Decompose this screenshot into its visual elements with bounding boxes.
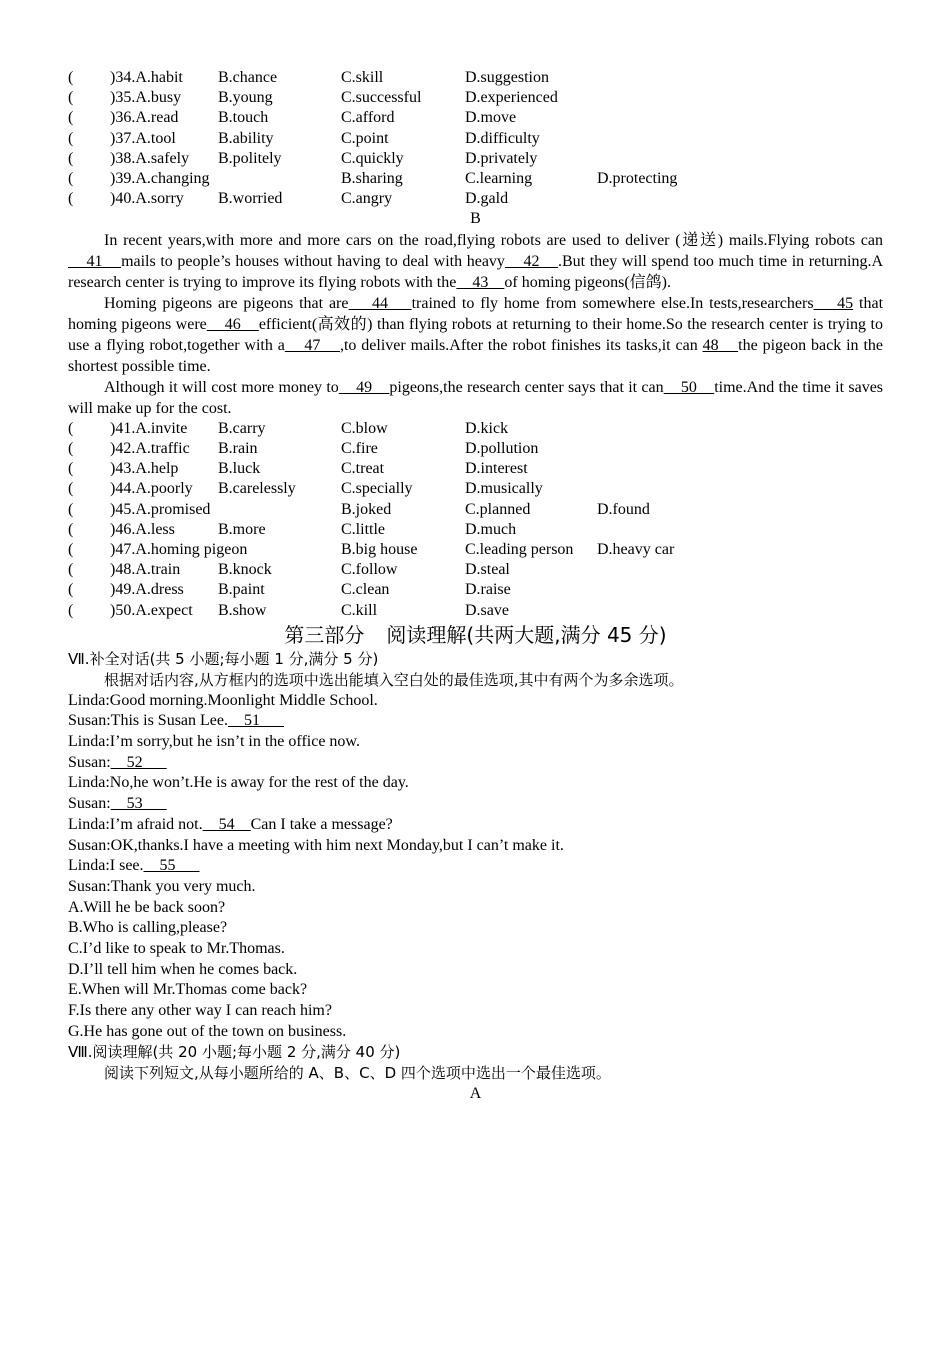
text: the pigeon back in the shortest possible time.: [68, 336, 883, 375]
question-row: [68, 68, 883, 88]
passage-label: A: [469, 1085, 482, 1103]
option-col-2: B.carelessly: [218, 480, 296, 498]
option-col-3: B.sharing: [341, 169, 403, 187]
text: Linda:Good morning.Moonlight Middle School.: [68, 691, 378, 709]
question-row: [68, 601, 883, 621]
blank-55: 55: [143, 857, 200, 875]
text: efficient(高效的) than flying robots at returning to their home.So the research center is trying to use a flying robot,together with a: [68, 315, 883, 354]
dialog-option: F.Is there any other way I can reach him?: [68, 1002, 332, 1019]
option-col-4: D.difficulty: [465, 129, 540, 147]
option-col-4: C.planned: [465, 500, 531, 518]
option-col-4: D.move: [465, 109, 517, 127]
question-row: [68, 419, 883, 439]
option-col-4: D.interest: [465, 460, 528, 478]
blank-47: 47: [284, 336, 340, 354]
dialog-option: B.Who is calling,please?: [68, 919, 228, 937]
option-col-2: B.knock: [218, 561, 272, 579]
option-col-4: D.experienced: [465, 89, 558, 107]
question-row: [68, 149, 883, 169]
passage-label: B: [470, 210, 481, 228]
option-a: )41.A.invite: [110, 419, 188, 437]
blank-41: 41: [68, 252, 122, 270]
option-a: )36.A.read: [110, 109, 179, 127]
answer-paren: (: [68, 440, 74, 457]
text: In recent years,with more and more cars on the road,flying robots are used to deliver (递送) mails.Flying robots can: [104, 231, 883, 249]
option-col-4: D.raise: [465, 581, 511, 599]
option-col-3: C.quickly: [341, 149, 404, 167]
option-col-4: D.musically: [465, 480, 543, 498]
question-row: [68, 129, 883, 149]
option-col-5: D.heavy car: [597, 540, 675, 558]
answer-paren: (: [68, 109, 74, 127]
text: Susan:: [68, 795, 111, 813]
text: .But they will spend too much time in returning.A research center is trying to improve its flying robots with the: [68, 252, 884, 291]
passage-b: [68, 230, 883, 419]
option-a: )50.A.expect: [110, 601, 193, 619]
text: time.And the time it saves will make up for the cost.: [68, 378, 884, 417]
option-col-3: C.kill: [341, 601, 378, 619]
answer-paren: (: [68, 500, 74, 518]
option-col-3: C.afford: [341, 109, 395, 127]
dialog-option: D.I’ll tell him when he comes back.: [68, 960, 298, 978]
text: Linda:No,he won’t.He is away for the rest of the day.: [68, 774, 409, 792]
question-list-34-40: [68, 68, 883, 209]
option-col-3: B.joked: [341, 500, 392, 518]
option-col-5: D.protecting: [597, 169, 678, 187]
text: mails to people’s houses without having to deal with heavy: [121, 252, 505, 270]
option-col-5: D.found: [597, 500, 650, 518]
option-col-3: C.blow: [341, 419, 388, 437]
question-row: [68, 88, 883, 108]
blank-54: 54: [202, 815, 251, 833]
option-col-3: C.clean: [341, 581, 390, 599]
option-col-2: B.young: [218, 89, 273, 107]
exam-page: [68, 68, 883, 1105]
question-row: [68, 189, 883, 209]
dialog-line: [68, 794, 883, 815]
blank-50: 50: [663, 378, 715, 396]
text: Although it will cost more money to: [104, 378, 339, 396]
option-col-3: C.fire: [341, 440, 378, 457]
text: Susan:: [68, 753, 111, 771]
option-a: )38.A.safely: [110, 149, 190, 167]
section-8-title: Ⅷ.阅读理解(共 20 小题;每小题 2 分,满分 40 分): [68, 1043, 401, 1062]
section-8-instruction: 阅读下列短文,从每小题所给的 A、B、C、D 四个选项中选出一个最佳选项。: [104, 1064, 611, 1083]
answer-paren: (: [68, 149, 74, 167]
option-col-3: B.big house: [341, 540, 418, 558]
option-col-4: C.learning: [465, 169, 533, 187]
option-col-2: B.chance: [218, 69, 278, 86]
option-col-4: D.kick: [465, 419, 509, 437]
option-a: )47.A.homing pigeon: [110, 540, 248, 558]
answer-paren: (: [68, 480, 74, 498]
blank-42: 42: [504, 252, 558, 270]
option-col-2: B.touch: [218, 109, 269, 127]
text: pigeons,the research center says that it can: [389, 378, 664, 396]
option-a: )40.A.sorry: [110, 190, 184, 208]
question-row: [68, 500, 883, 520]
dialog-line: [68, 753, 883, 774]
question-list-41-50: [68, 419, 883, 621]
dialog-line: [68, 732, 883, 753]
option-a: )42.A.traffic: [110, 440, 190, 457]
option-col-2: B.rain: [218, 440, 258, 457]
text: that homing pigeons were: [68, 294, 884, 333]
answer-paren: (: [68, 129, 74, 147]
option-col-3: C.successful: [341, 89, 422, 107]
option-a: )49.A.dress: [110, 581, 184, 599]
question-row: [68, 459, 883, 479]
dialog-option: E.When will Mr.Thomas come back?: [68, 981, 308, 999]
question-row: [68, 439, 883, 459]
option-col-2: B.politely: [218, 149, 282, 167]
answer-paren: (: [68, 561, 74, 579]
dialog-line: [68, 773, 883, 794]
answer-paren: (: [68, 69, 74, 86]
text: Linda:I’m sorry,but he isn’t in the office now.: [68, 733, 360, 751]
blank-43: 43: [456, 273, 505, 291]
question-row: [68, 479, 883, 499]
answer-paren: (: [68, 169, 74, 187]
dialog-line: [68, 815, 883, 836]
option-col-4: C.leading person: [465, 540, 574, 558]
blank-45: 45: [813, 294, 854, 312]
text: of homing pigeons(信鸽).: [504, 273, 672, 291]
option-col-3: C.point: [341, 129, 389, 147]
option-a: )34.A.habit: [110, 69, 183, 86]
dialog-line: [68, 836, 883, 857]
dialog-option: C.I’d like to speak to Mr.Thomas.: [68, 939, 285, 957]
blank-51: 51: [228, 712, 284, 730]
option-col-3: C.angry: [341, 190, 393, 208]
option-col-4: D.much: [465, 520, 517, 538]
option-col-2: B.ability: [218, 129, 274, 147]
passage-paragraph: [68, 377, 883, 419]
answer-paren: (: [68, 460, 74, 478]
answer-paren: (: [68, 190, 74, 208]
answer-paren: (: [68, 520, 74, 538]
option-col-3: C.treat: [341, 460, 385, 478]
text: ,to deliver mails.After the robot finishes its tasks,it can: [339, 336, 703, 354]
text: trained to fly home from somewhere else.In tests,researchers: [411, 294, 814, 312]
question-row: [68, 520, 883, 540]
option-col-4: D.gald: [465, 190, 509, 208]
answer-paren: (: [68, 89, 74, 107]
option-col-4: D.privately: [465, 149, 538, 167]
dialog-line: [68, 877, 883, 898]
option-a: )48.A.train: [110, 561, 181, 579]
dialog-line: [68, 856, 883, 877]
option-a: )45.A.promised: [110, 500, 211, 518]
blank-52: 52: [110, 753, 167, 771]
question-row: [68, 580, 883, 600]
section-7-title: Ⅶ.补全对话(共 5 小题;每小题 1 分,满分 5 分): [68, 649, 379, 668]
passage-paragraph: [68, 230, 883, 293]
passage-paragraph: [68, 293, 883, 377]
option-col-4: D.suggestion: [465, 69, 549, 86]
option-col-4: D.save: [465, 601, 509, 619]
part-title: 阅读理解(共两大题,满分 45 分): [386, 622, 667, 647]
dialog-option: A.Will he be back soon?: [68, 898, 226, 916]
dialog-option: G.He has gone out of the town on business.: [68, 1022, 347, 1040]
text: Linda:I see.: [68, 857, 144, 875]
text: Susan:Thank you very much.: [68, 877, 256, 895]
dialog-options: [68, 898, 883, 1043]
option-a: )39.A.changing: [110, 169, 210, 187]
blank-44: 44: [348, 294, 412, 312]
blank-49: 49: [338, 378, 390, 396]
blank-48: 48: [702, 336, 739, 354]
answer-paren: (: [68, 601, 74, 619]
part-label: 第三部分: [284, 622, 365, 647]
text: Susan:OK,thanks.I have a meeting with him next Monday,but I can’t make it.: [68, 836, 564, 854]
option-col-3: C.follow: [341, 561, 398, 579]
text: Susan:This is Susan Lee.: [68, 712, 228, 730]
option-a: )37.A.tool: [110, 129, 176, 147]
part-three-heading: [68, 621, 883, 649]
option-col-3: C.specially: [341, 480, 413, 498]
option-col-2: B.show: [218, 601, 267, 619]
option-col-4: D.pollution: [465, 440, 539, 457]
dialog-line: [68, 711, 883, 732]
option-col-2: B.worried: [218, 190, 283, 208]
question-row: [68, 108, 883, 128]
blank-53: 53: [110, 795, 167, 813]
text: Can I take a message?: [250, 815, 393, 833]
answer-paren: (: [68, 540, 74, 558]
option-a: )46.A.less: [110, 520, 175, 538]
text: Homing pigeons are pigeons that are: [104, 294, 349, 312]
question-row: [68, 560, 883, 580]
dialog: [68, 691, 883, 898]
option-col-4: D.steal: [465, 561, 510, 579]
answer-paren: (: [68, 419, 74, 437]
option-a: )44.A.poorly: [110, 480, 193, 498]
option-col-2: B.carry: [218, 419, 266, 437]
question-row: [68, 169, 883, 189]
option-col-2: B.paint: [218, 581, 265, 599]
dialog-line: [68, 691, 883, 712]
option-col-3: C.skill: [341, 69, 384, 86]
section-7-instruction: 根据对话内容,从方框内的选项中选出能填入空白处的最佳选项,其中有两个为多余选项。: [104, 670, 684, 689]
blank-46: 46: [206, 315, 259, 333]
option-a: )35.A.busy: [110, 89, 182, 107]
option-col-2: B.luck: [218, 460, 261, 478]
question-row: [68, 540, 883, 560]
option-a: )43.A.help: [110, 460, 179, 478]
answer-paren: (: [68, 581, 74, 599]
option-col-2: B.more: [218, 520, 266, 538]
option-col-3: C.little: [341, 520, 385, 538]
text: Linda:I’m afraid not.: [68, 815, 203, 833]
